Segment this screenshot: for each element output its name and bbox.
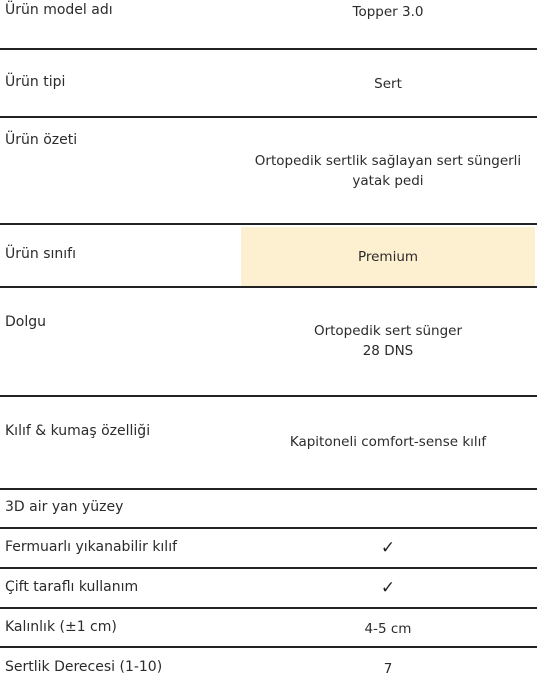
spec-value-cell [241, 497, 535, 519]
spec-value: Sert [374, 76, 402, 92]
spec-value-cell [241, 618, 535, 640]
spec-value-line1: Ortopedik sertlik sağlayan sert süngerli [254, 153, 522, 169]
spec-value: 7 [383, 661, 393, 677]
spec-value: Kapitoneli comfort-sense kılıf [289, 434, 487, 450]
spec-label: Kılıf & kumaş özelliği [5, 423, 151, 439]
spec-row-zipper-cover [0, 529, 537, 567]
spec-row-product-type [0, 50, 537, 116]
spec-row-firmness [0, 648, 537, 679]
spec-value-cell [241, 73, 535, 95]
spec-value: Premium [357, 248, 419, 265]
spec-value-cell [241, 658, 535, 680]
spec-row-product-summary [0, 118, 537, 222]
spec-label: Kalınlık (±1 cm) [5, 619, 117, 635]
spec-label: Ürün özeti [5, 132, 78, 148]
spec-label: Ürün tipi [5, 74, 66, 90]
spec-row-filling [0, 288, 537, 395]
spec-value-cell [241, 431, 535, 453]
check-icon: ✓ [380, 538, 396, 558]
spec-value-line2: yatak pedi [352, 173, 424, 189]
spec-value-cell [241, 151, 535, 191]
spec-row-cover-fabric [0, 397, 537, 488]
spec-label: 3D air yan yüzey [5, 499, 124, 515]
spec-value: 4-5 cm [364, 621, 412, 637]
spec-row-3d-air [0, 490, 537, 527]
spec-value-cell [241, 537, 535, 559]
spec-row-product-class [0, 225, 537, 286]
spec-label: Çift taraflı kullanım [5, 579, 139, 595]
check-icon: ✓ [380, 578, 396, 598]
spec-value-line2: 28 DNS [362, 343, 414, 359]
spec-label: Sertlik Derecesi (1-10) [5, 659, 163, 675]
premium-highlight-cell [241, 227, 535, 286]
spec-value-line1: Ortopedik sert sünger [313, 323, 463, 339]
spec-row-double-sided [0, 569, 537, 607]
spec-value-cell [241, 0, 535, 24]
spec-value-cell [241, 577, 535, 599]
spec-value: Topper 3.0 [352, 4, 424, 20]
spec-label: Ürün sınıfı [5, 246, 76, 262]
spec-label: Ürün model adı [5, 2, 113, 18]
spec-value-cell [241, 321, 535, 361]
spec-label: Dolgu [5, 314, 46, 330]
spec-row-thickness [0, 609, 537, 646]
spec-row-model-name [0, 0, 537, 48]
spec-label: Fermuarlı yıkanabilir kılıf [5, 539, 178, 555]
